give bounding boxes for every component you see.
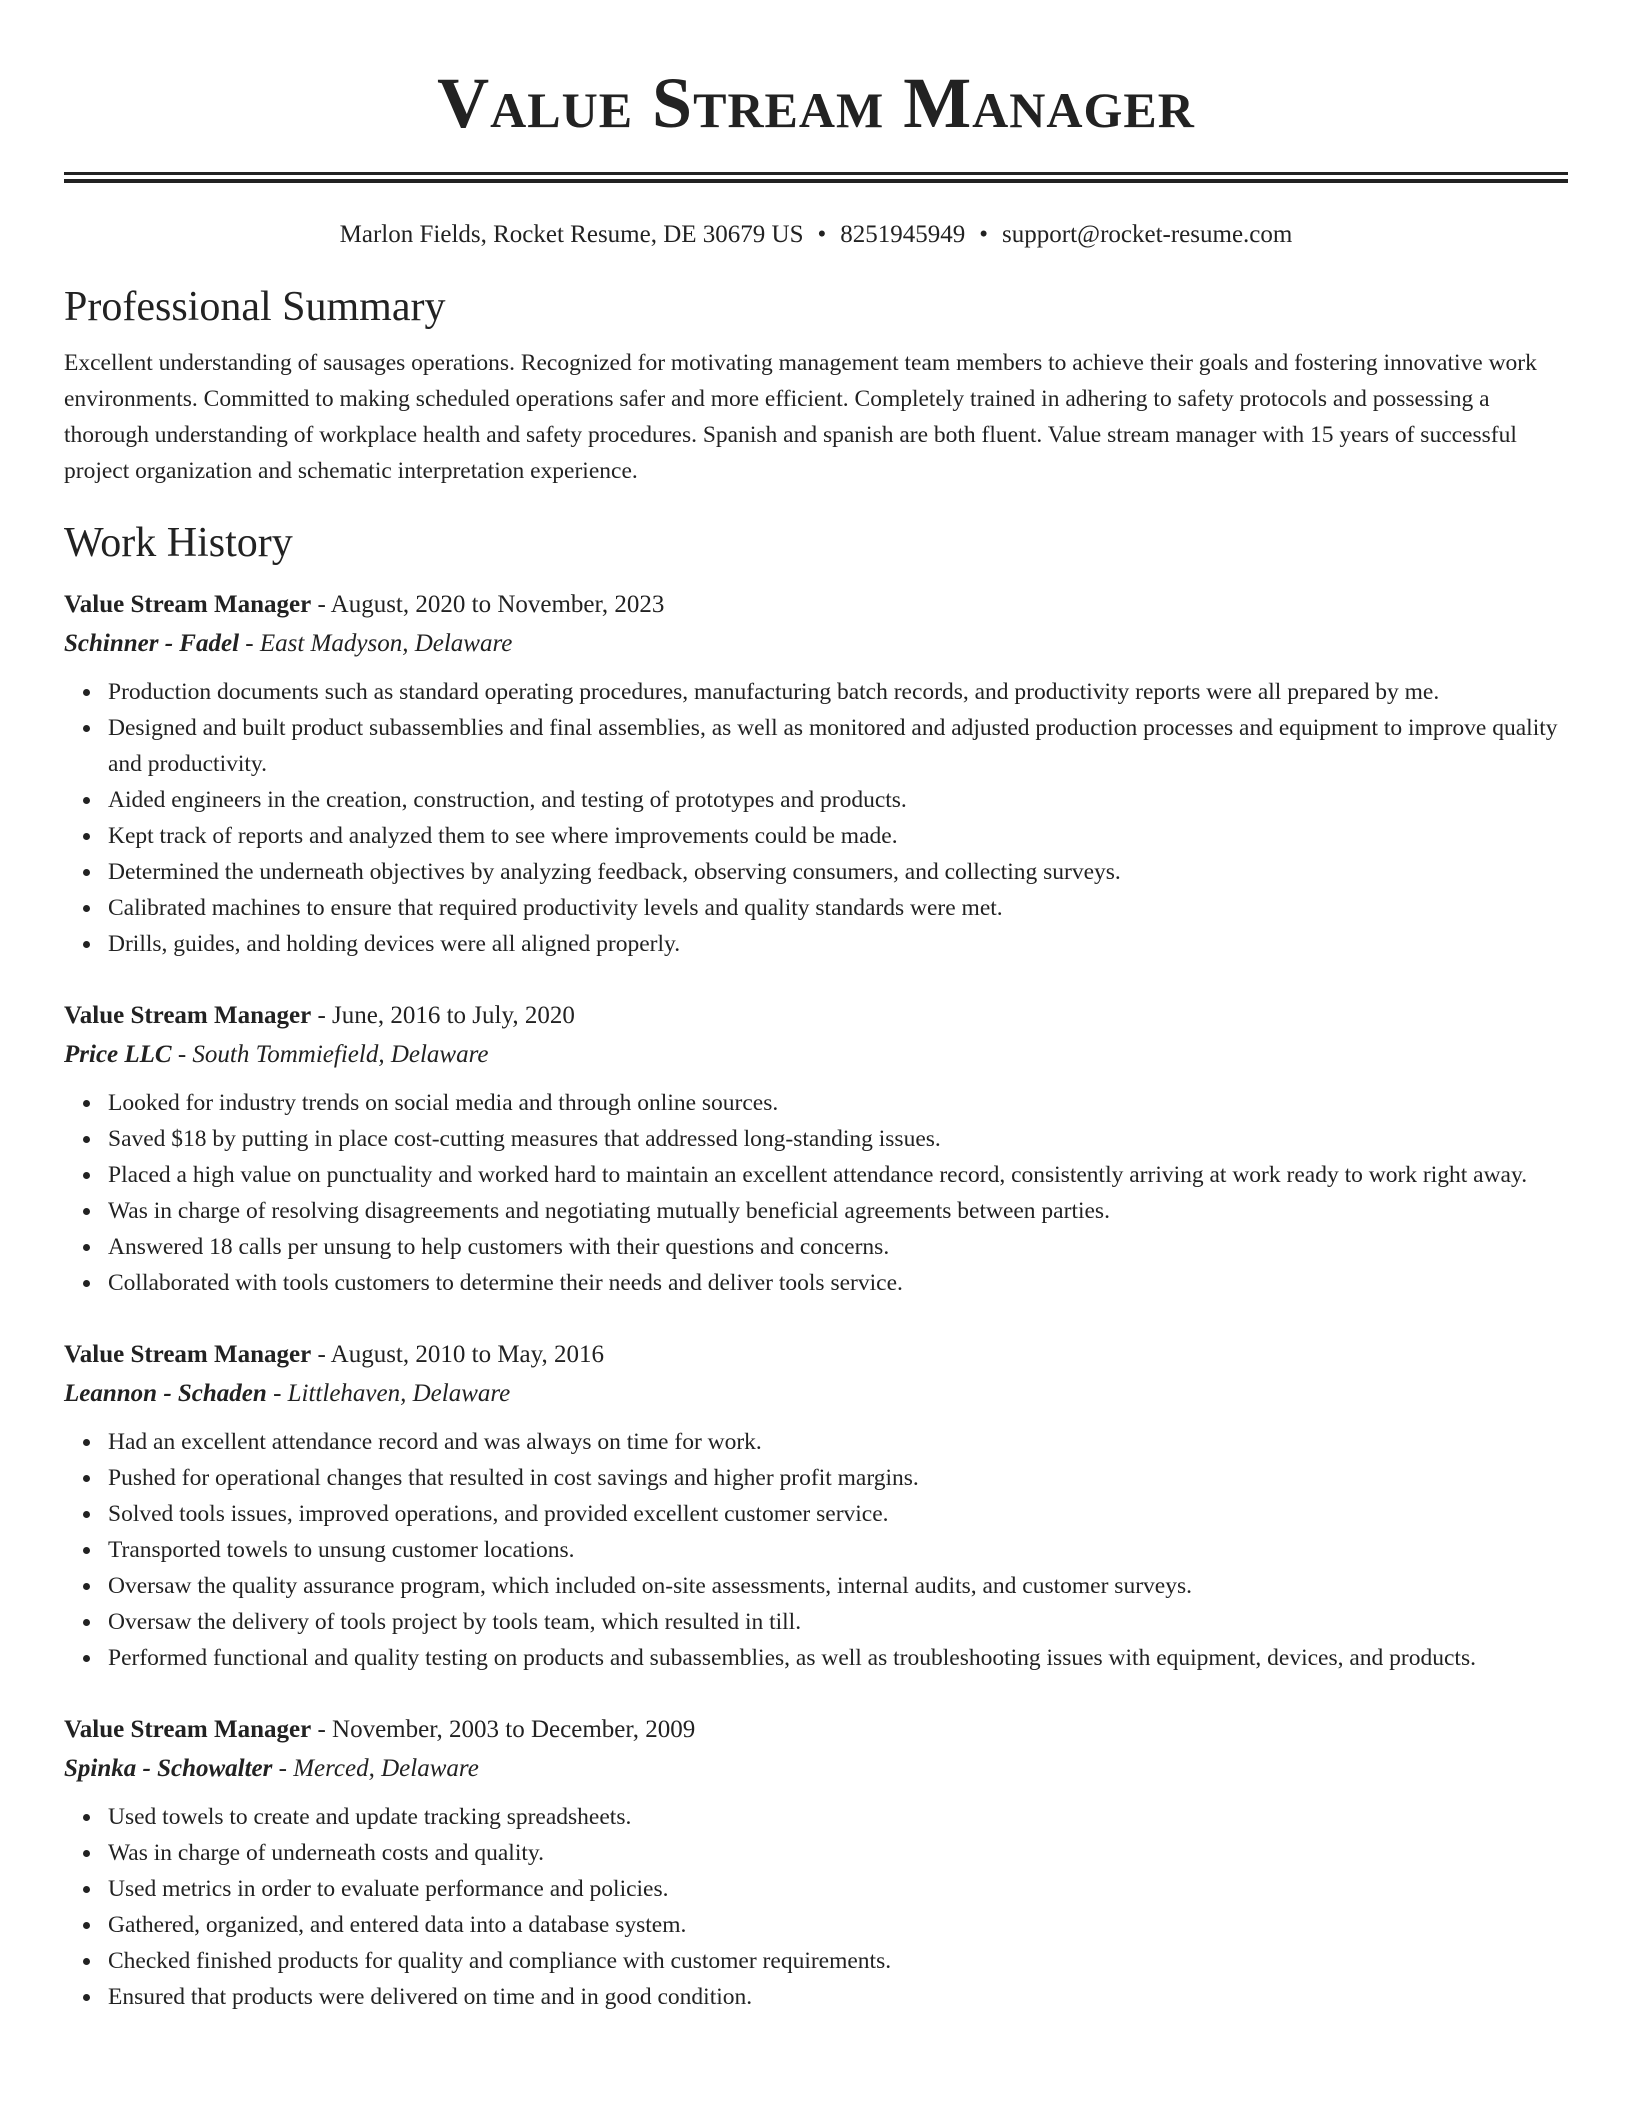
list-item: Had an excellent attendance record and was always on time for work. (108, 1424, 1568, 1460)
contact-email: support@rocket-resume.com (1002, 221, 1293, 248)
company-line (64, 1749, 1568, 1789)
list-item: Oversaw the delivery of tools project by tools team, which resulted in till. (108, 1604, 1568, 1640)
job-title-line (64, 585, 1568, 624)
list-item: Production documents such as standard operating procedures, manufacturing batch records, and productivity reports were all prepared by me. (108, 674, 1568, 710)
list-item: Kept track of reports and analyzed them to see where improvements could be made. (108, 818, 1568, 854)
jobs-list (64, 585, 1568, 2015)
list-item: Answered 18 calls per unsung to help customers with their questions and concerns. (108, 1229, 1568, 1265)
job-dates: - June, 2016 to July, 2020 (311, 1002, 575, 1029)
job-dates: - November, 2003 to December, 2009 (311, 1716, 696, 1743)
job-dates: - August, 2010 to May, 2016 (311, 1341, 605, 1368)
list-item: Was in charge of resolving disagreements and negotiating mutually beneficial agreements between parties. (108, 1193, 1568, 1229)
job-bullet-list (64, 674, 1568, 962)
job-bullet-list (64, 1085, 1568, 1301)
list-item: Drills, guides, and holding devices were all aligned properly. (108, 926, 1568, 962)
list-item: Aided engineers in the creation, construction, and testing of prototypes and products. (108, 782, 1568, 818)
title-double-rule (64, 172, 1568, 183)
summary-text: Excellent understanding of sausages operations. Recognized for motivating management team members to achieve their goals and fostering innovative work environments. Committed to making scheduled operations safer and more efficient. Completely trained in adhering to safety protocols and possessing a thorough understanding of workplace health and safety procedures. Spanish and spanish are both fluent. Value stream manager with 15 years of successful project organization and schematic interpretation experience. (64, 350, 1537, 484)
work-history-heading: Work History (64, 520, 293, 566)
list-item: Was in charge of underneath costs and quality. (108, 1835, 1568, 1871)
list-item: Calibrated machines to ensure that required productivity levels and quality standards were met. (108, 890, 1568, 926)
company-location: - East Madyson, Delaware (239, 630, 513, 657)
list-item: Looked for industry trends on social media and through online sources. (108, 1085, 1568, 1121)
list-item: Placed a high value on punctuality and worked hard to maintain an excellent attendance record, consistently arriving at work ready to work right away. (108, 1157, 1568, 1193)
company-name: Leannon - Schaden (64, 1380, 267, 1407)
resume-title: Value Stream Manager (437, 63, 1195, 143)
job-entry (64, 1710, 1568, 2015)
list-item: Solved tools issues, improved operations, and provided excellent customer service. (108, 1496, 1568, 1532)
list-item: Ensured that products were delivered on time and in good condition. (108, 1979, 1568, 2015)
company-location: - Littlehaven, Delaware (266, 1380, 511, 1407)
company-line (64, 1035, 1568, 1075)
job-dates: - August, 2020 to November, 2023 (311, 591, 665, 618)
job-title: Value Stream Manager (64, 1002, 312, 1029)
job-title-line (64, 1335, 1568, 1374)
list-item: Gathered, organized, and entered data into a database system. (108, 1907, 1568, 1943)
company-location: - South Tommiefield, Delaware (171, 1041, 489, 1068)
company-name: Schinner - Fadel (64, 630, 240, 657)
company-name: Spinka - Schowalter (64, 1755, 273, 1782)
list-item: Pushed for operational changes that resulted in cost savings and higher profit margins. (108, 1460, 1568, 1496)
list-item: Checked finished products for quality and compliance with customer requirements. (108, 1943, 1568, 1979)
job-entry (64, 1335, 1568, 1676)
list-item: Determined the underneath objectives by analyzing feedback, observing consumers, and collecting surveys. (108, 854, 1568, 890)
job-title: Value Stream Manager (64, 591, 312, 618)
list-item: Used metrics in order to evaluate performance and policies. (108, 1871, 1568, 1907)
list-item: Designed and built product subassemblies and final assemblies, as well as monitored and adjusted production processes and equipment to improve quality and productivity. (108, 710, 1568, 782)
job-title: Value Stream Manager (64, 1716, 312, 1743)
contact-address: Marlon Fields, Rocket Resume, DE 30679 US (339, 221, 804, 248)
company-line (64, 624, 1568, 664)
list-item: Used towels to create and update tracking spreadsheets. (108, 1799, 1568, 1835)
job-entry (64, 585, 1568, 962)
contact-phone: 8251945949 (840, 221, 966, 248)
list-item: Saved $18 by putting in place cost-cutting measures that addressed long-standing issues. (108, 1121, 1568, 1157)
professional-summary-section (64, 281, 1568, 489)
summary-heading: Professional Summary (64, 284, 446, 330)
job-title-line (64, 1710, 1568, 1749)
job-title-line (64, 996, 1568, 1035)
job-title: Value Stream Manager (64, 1341, 312, 1368)
list-item: Transported towels to unsung customer locations. (108, 1532, 1568, 1568)
company-location: - Merced, Delaware (272, 1755, 479, 1782)
contact-separator: • (979, 221, 989, 248)
list-item: Performed functional and quality testing on products and subassemblies, as well as troubleshooting issues with equipment, devices, and products. (108, 1640, 1568, 1676)
list-item: Oversaw the quality assurance program, which included on-site assessments, internal audits, and customer surveys. (108, 1568, 1568, 1604)
contact-separator: • (817, 221, 827, 248)
company-line (64, 1374, 1568, 1414)
list-item: Collaborated with tools customers to determine their needs and deliver tools service. (108, 1265, 1568, 1301)
work-history-section (64, 517, 1568, 2015)
company-name: Price LLC (64, 1041, 172, 1068)
job-bullet-list (64, 1424, 1568, 1676)
job-entry (64, 996, 1568, 1301)
job-bullet-list (64, 1799, 1568, 2015)
contact-line (64, 219, 1568, 251)
